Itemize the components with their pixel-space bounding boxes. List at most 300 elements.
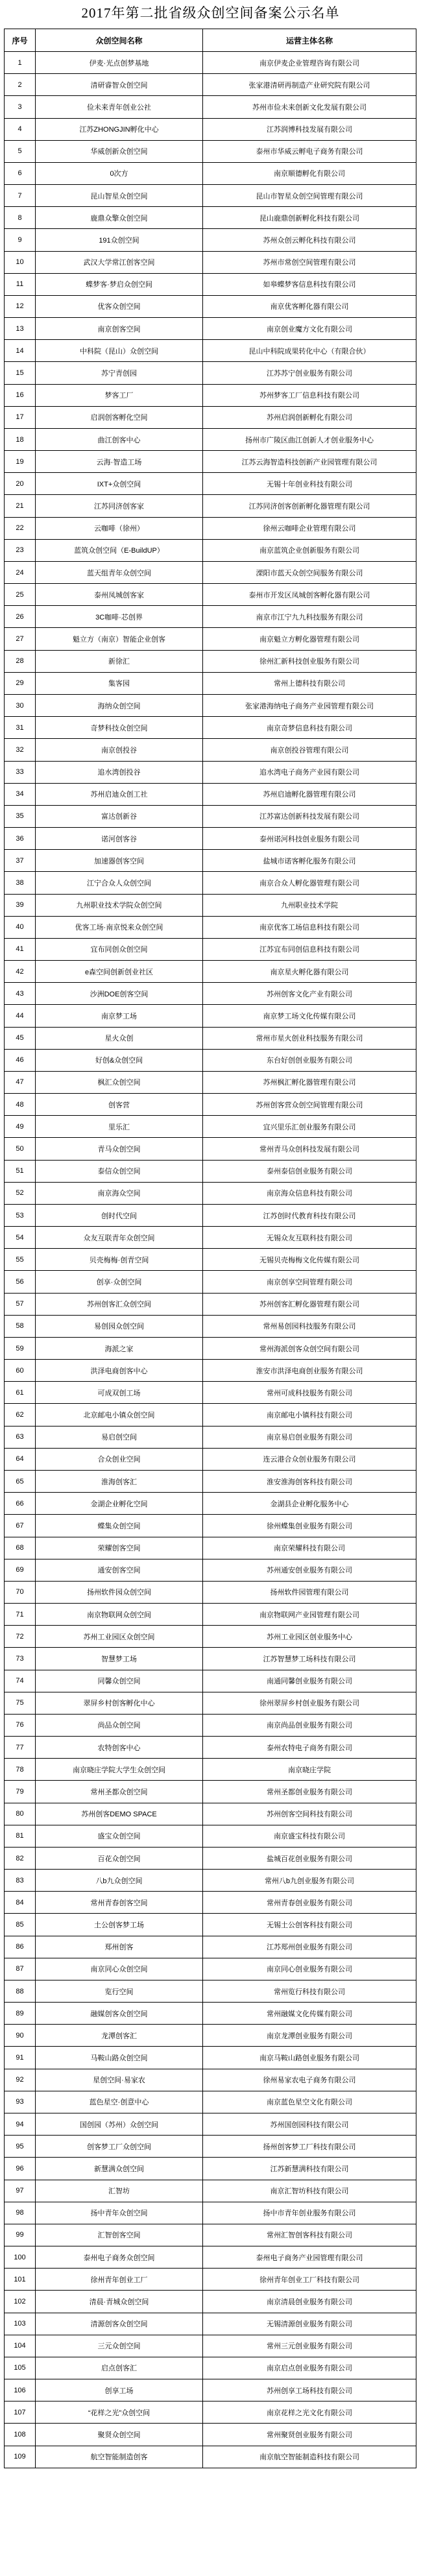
cell-space-name: IXT+众创空间 (36, 473, 203, 494)
cell-space-name: 伊麦·光点创梦基地 (36, 52, 203, 73)
cell-operator-name: 江苏智慧梦工场科技有限公司 (263, 1655, 356, 1663)
cell-operator-name: 徐州蝶集创业服务有限公司 (267, 1522, 352, 1530)
table-row (5, 938, 416, 960)
table-row (5, 583, 416, 605)
cell-serial-number: 102 (5, 2291, 36, 2312)
table-row (5, 650, 416, 672)
cell-serial-number: 103 (5, 2313, 36, 2335)
table-row (5, 450, 416, 472)
cell-operator-name: 南京清晨创业服务有限公司 (267, 2298, 352, 2306)
cell-serial-number: 14 (5, 340, 36, 361)
cell-operator-name: 追水湾电子商务产业园有限公司 (259, 769, 359, 777)
cell-operator-name: 常州聚贤创业服务有限公司 (267, 2431, 352, 2439)
table-row (5, 1403, 416, 1425)
cell-serial-number: 63 (5, 1426, 36, 1448)
cell-space-name: 创享工场 (36, 2379, 203, 2401)
cell-operator-name: 江苏富达创新科技发展有限公司 (259, 813, 359, 821)
cell-operator-name: 无锡十年创业科技有限公司 (267, 480, 352, 488)
cell-operator-name: 苏州枫汇孵化器管理有限公司 (263, 1079, 356, 1087)
cell-operator-name: 南京优客工场信息科技有限公司 (259, 924, 359, 932)
cell-space-name: 览行空间 (36, 1980, 203, 2002)
cell-operator-name: 南京伊麦企业管理咨询有限公司 (259, 59, 359, 67)
cell-operator-name: 常州汇智创客科技有限公司 (267, 2232, 352, 2240)
cell-operator-name: 南京启点创业服务有限公司 (267, 2365, 352, 2373)
cell-space-name: 加速器创客空间 (36, 850, 203, 871)
cell-operator-name: 徐州云咖啡企业管理有限公司 (263, 525, 356, 533)
table-row (5, 805, 416, 827)
cell-serial-number: 25 (5, 584, 36, 605)
cell-space-name: 启点创客汇 (36, 2357, 203, 2379)
cell-operator-name: 张家港清研再制造产业研究院有限公司 (248, 81, 370, 90)
cell-operator-name: 南京蓝筑企业创新服务有限公司 (259, 547, 359, 555)
cell-operator-name: 徐州青年创业工厂科技有限公司 (259, 2276, 359, 2284)
cell-operator-name: 如皋蝶梦客信息科技有限公司 (263, 281, 356, 289)
cell-serial-number: 109 (5, 2446, 36, 2468)
table-row (5, 1448, 416, 1470)
cell-serial-number: 30 (5, 695, 36, 716)
cell-space-name: 苏宁青创园 (36, 362, 203, 383)
cell-serial-number: 66 (5, 1493, 36, 1514)
table-row (5, 916, 416, 938)
cell-operator-name: 南京创业魔方文化有限公司 (267, 325, 352, 333)
cell-space-name: “花样之光”众创空间 (36, 2401, 203, 2423)
cell-serial-number: 97 (5, 2180, 36, 2202)
cell-operator-name: 常州览行科技有限公司 (274, 1988, 345, 1996)
header-serial-number: 序号 (5, 29, 36, 51)
cell-serial-number: 65 (5, 1471, 36, 1492)
table-row (5, 2401, 416, 2423)
cell-serial-number: 87 (5, 1958, 36, 1980)
cell-operator-name: 南京创享空间管理有限公司 (267, 1279, 352, 1287)
table-row (5, 849, 416, 871)
cell-serial-number: 93 (5, 2091, 36, 2113)
cell-space-name: 农特创客中心 (36, 1737, 203, 1758)
cell-serial-number: 40 (5, 917, 36, 938)
cell-operator-name: 无锡众友互联科技有限公司 (267, 1234, 352, 1242)
cell-serial-number: 83 (5, 1870, 36, 1891)
cell-serial-number: 76 (5, 1715, 36, 1736)
cell-space-name: 淮海创客汇 (36, 1471, 203, 1492)
cell-operator-name: 南京汇智坊科技有限公司 (270, 2187, 349, 2196)
cell-space-name: 郑州创客 (36, 1936, 203, 1958)
cell-space-name: 蝶梦客·梦启众创空间 (36, 274, 203, 295)
cell-space-name: 清源创客众创空间 (36, 2313, 203, 2335)
cell-space-name: 马鞍山路众创空间 (36, 2047, 203, 2068)
cell-serial-number: 56 (5, 1271, 36, 1292)
cell-space-name: 中科院（昆山）众创空间 (36, 340, 203, 361)
cell-operator-name: 苏州国创园科技有限公司 (270, 2121, 349, 2129)
cell-operator-name: 南京蓝色星空文化有限公司 (267, 2099, 352, 2107)
cell-operator-name: 苏州创客营众创空间管理有限公司 (256, 1101, 363, 1109)
cell-serial-number: 91 (5, 2047, 36, 2068)
table-row (5, 2313, 416, 2335)
table-row (5, 206, 416, 228)
cell-space-name: 191众创空间 (36, 229, 203, 250)
cell-operator-name: 苏州市常创空间管理有限公司 (263, 259, 356, 267)
cell-space-name: 可成双创工场 (36, 1382, 203, 1403)
cell-serial-number: 49 (5, 1116, 36, 1137)
cell-serial-number: 39 (5, 895, 36, 916)
cell-space-name: 星创空间·易家农 (36, 2069, 203, 2091)
table-row (5, 1559, 416, 1581)
cell-serial-number: 19 (5, 451, 36, 472)
cell-space-name: 集客园 (36, 673, 203, 694)
cell-operator-name: 苏州启迪孵化器管理有限公司 (263, 791, 356, 799)
cell-space-name: 创客营 (36, 1094, 203, 1115)
cell-serial-number: 42 (5, 961, 36, 982)
table-row (5, 1647, 416, 1669)
cell-serial-number: 78 (5, 1759, 36, 1780)
cell-serial-number: 5 (5, 141, 36, 162)
cell-operator-name: 扬州市广陵区曲江创新人才创业服务中心 (245, 436, 374, 444)
cell-operator-name: 南京航空智能制造科技有限公司 (259, 2453, 359, 2462)
cell-space-name: 海派之家 (36, 1338, 203, 1359)
table-row (5, 2069, 416, 2091)
table-row (5, 1049, 416, 1071)
cell-serial-number: 108 (5, 2424, 36, 2445)
cell-operator-name: 常州八b九创业服务有限公司 (264, 1877, 355, 1885)
cell-operator-name: 昆山鹿鼎创新孵化科技有限公司 (259, 214, 359, 223)
cell-serial-number: 86 (5, 1936, 36, 1958)
cell-serial-number: 34 (5, 784, 36, 805)
cell-operator-name: 南京晓庄学院 (288, 1766, 331, 1774)
table-row (5, 384, 416, 406)
cell-space-name: 武汉大学常江创客空间 (36, 252, 203, 273)
cell-space-name: 蝶集众创空间 (36, 1515, 203, 1536)
table-row (5, 1226, 416, 1248)
table-row (5, 2091, 416, 2113)
cell-space-name: 智慧梦工场 (36, 1648, 203, 1669)
cell-space-name: 龙潭创客汇 (36, 2025, 203, 2046)
cell-space-name: 启润创客孵化空间 (36, 407, 203, 428)
table-row (5, 894, 416, 916)
cell-space-name: 昆山智星众创空间 (36, 185, 203, 206)
cell-operator-name: 苏州创客空间科技有限公司 (267, 1811, 352, 1819)
cell-operator-name: 江苏云海智造科技创新产业园管理有限公司 (241, 458, 378, 466)
cell-operator-name: 无锡贝壳梅梅文化传媒有限公司 (259, 1256, 359, 1264)
table-row (5, 295, 416, 317)
cell-operator-name: 南京盛宝科技有限公司 (274, 1833, 345, 1841)
table-row (5, 2446, 416, 2468)
cell-space-name: 青马众创空间 (36, 1138, 203, 1159)
cell-operator-name: 盐城百花创业服务有限公司 (267, 1855, 352, 1863)
table-row (5, 2180, 416, 2202)
cell-serial-number: 28 (5, 651, 36, 672)
cell-serial-number: 16 (5, 385, 36, 406)
cell-space-name: 易启创空间 (36, 1426, 203, 1448)
cell-operator-name: 江苏郑州创业服务有限公司 (267, 1944, 352, 1952)
cell-serial-number: 77 (5, 1737, 36, 1758)
table-row (5, 1913, 416, 1935)
cell-space-name: 常州圣都众创空间 (36, 1781, 203, 1802)
cell-operator-name: 徐州翠屏乡村创业服务有限公司 (259, 1700, 359, 1708)
table-row (5, 2002, 416, 2024)
cell-operator-name: 扬州创客梦工厂科技有限公司 (263, 2143, 356, 2151)
cell-space-name: 创享·众创空间 (36, 1271, 203, 1292)
cell-serial-number: 69 (5, 1559, 36, 1581)
table-row (5, 1337, 416, 1359)
cell-space-name: 盛宝众创空间 (36, 1825, 203, 1847)
cell-operator-name: 南京奇梦信息科技有限公司 (267, 724, 352, 732)
cell-serial-number: 96 (5, 2158, 36, 2179)
cell-space-name: 百花众创空间 (36, 1848, 203, 1869)
cell-operator-name: 宜兴里乐汇创业服务有限公司 (263, 1123, 356, 1131)
table-row (5, 1182, 416, 1204)
cell-serial-number: 105 (5, 2357, 36, 2379)
cell-serial-number: 89 (5, 2003, 36, 2024)
table-row (5, 1692, 416, 1714)
cell-operator-name: 南京海众信息科技有限公司 (267, 1190, 352, 1198)
cell-space-name: 徐州青年创业工厂 (36, 2269, 203, 2290)
table-row (5, 1359, 416, 1381)
cell-serial-number: 88 (5, 1980, 36, 2002)
cell-operator-name: 泰州泰信创业服务有限公司 (267, 1168, 352, 1176)
cell-space-name: 魁立方（南京）智能企业创客 (36, 628, 203, 649)
cell-space-name: 易创园众创空间 (36, 1316, 203, 1337)
table-row (5, 406, 416, 428)
cell-serial-number: 48 (5, 1094, 36, 1115)
cell-space-name: 好创&众创空间 (36, 1050, 203, 1071)
cell-operator-name: 徐州汇新科技创业服务有限公司 (259, 658, 359, 666)
cell-serial-number: 101 (5, 2269, 36, 2290)
cell-space-name: 苏州创客汇众创空间 (36, 1294, 203, 1315)
table-row (5, 1670, 416, 1692)
table-row (5, 2135, 416, 2157)
table-row (5, 140, 416, 162)
cell-operator-name: 江苏润博科技发展有限公司 (267, 126, 352, 134)
cell-space-name: 泰信众创空间 (36, 1161, 203, 1182)
cell-space-name: 常州青春创客空间 (36, 1892, 203, 1913)
table-row (5, 1204, 416, 1226)
cell-operator-name: 连云港合众创业服务有限公司 (263, 1456, 356, 1464)
cell-operator-name: 金湖县企业孵化服务中心 (270, 1500, 349, 1508)
cell-space-name: 创客梦工厂众创空间 (36, 2136, 203, 2157)
cell-serial-number: 59 (5, 1338, 36, 1359)
cell-operator-name: 苏州市俭未来创新文化发展有限公司 (252, 103, 367, 112)
cell-space-name: 云海·智造工场 (36, 451, 203, 472)
cell-operator-name: 常州海派创客众创空间有限公司 (259, 1345, 359, 1353)
table-row (5, 2423, 416, 2445)
table-row (5, 672, 416, 694)
table-row (5, 539, 416, 561)
table-row (5, 1381, 416, 1403)
table-row (5, 1958, 416, 1980)
table-row (5, 2046, 416, 2068)
cell-serial-number: 37 (5, 850, 36, 871)
cell-serial-number: 31 (5, 717, 36, 738)
table-row (5, 494, 416, 516)
cell-serial-number: 92 (5, 2069, 36, 2091)
cell-serial-number: 64 (5, 1449, 36, 1470)
table-row (5, 1004, 416, 1026)
cell-operator-name: 南京龙潭创业服务有限公司 (267, 2032, 352, 2040)
cell-serial-number: 41 (5, 939, 36, 960)
cell-space-name: 宜布同创众创空间 (36, 939, 203, 960)
table-row (5, 605, 416, 627)
table-row (5, 361, 416, 383)
table-row (5, 1027, 416, 1049)
cell-space-name: 泰州电子商务众创空间 (36, 2246, 203, 2268)
table-row (5, 982, 416, 1004)
cell-space-name: 江苏ZHONGJIN孵化中心 (36, 119, 203, 140)
cell-space-name: 华威创新众创空间 (36, 141, 203, 162)
cell-operator-name: 南京合众人孵化器管理有限公司 (259, 879, 359, 887)
cell-operator-name: 常州上德科技有限公司 (274, 680, 345, 688)
table-row (5, 1115, 416, 1137)
cell-operator-name: 常州易创园科技服务有限公司 (263, 1323, 356, 1331)
cell-operator-name: 溧阳市蓝天众创空间服务有限公司 (256, 569, 363, 577)
cell-serial-number: 72 (5, 1626, 36, 1647)
table-row (5, 251, 416, 273)
table-row (5, 2290, 416, 2312)
cell-operator-name: 昆山市智星众创空间管理有限公司 (256, 192, 363, 200)
cell-serial-number: 53 (5, 1205, 36, 1226)
cell-operator-name: 南京花样之光文化有限公司 (267, 2409, 352, 2417)
cell-serial-number: 36 (5, 828, 36, 849)
cell-operator-name: 泰州诺河科技创业服务有限公司 (259, 835, 359, 843)
cell-operator-name: 南京尚品创业服务有限公司 (267, 1722, 352, 1730)
table-row (5, 51, 416, 73)
cell-operator-name: 南京魁立方孵化器管理有限公司 (259, 636, 359, 644)
table-row (5, 1736, 416, 1758)
cell-space-name: 优客众创空间 (36, 296, 203, 317)
cell-operator-name: 江苏苏宁创业服务有限公司 (267, 369, 352, 378)
filing-list-table (4, 29, 416, 2468)
table-row (5, 761, 416, 783)
table-row (5, 2246, 416, 2268)
table-row (5, 871, 416, 893)
cell-operator-name: 南京同心创业服务有限公司 (267, 1966, 352, 1974)
cell-serial-number: 10 (5, 252, 36, 273)
cell-operator-name: 南京易启创业服务有限公司 (267, 1434, 352, 1442)
cell-operator-name: 南京邮电小镇科技有限公司 (267, 1412, 352, 1420)
cell-space-name: 聚贤众创空间 (36, 2424, 203, 2445)
cell-space-name: 3C咖啡·芯创界 (36, 606, 203, 627)
cell-serial-number: 44 (5, 1005, 36, 1026)
cell-serial-number: 79 (5, 1781, 36, 1802)
cell-space-name: 蓝天组青年众创空间 (36, 562, 203, 583)
cell-space-name: e森空间创新创业社区 (36, 961, 203, 982)
cell-serial-number: 54 (5, 1227, 36, 1248)
table-row (5, 1470, 416, 1492)
cell-space-name: 0次方 (36, 163, 203, 184)
cell-space-name: 汇智坊 (36, 2180, 203, 2202)
cell-serial-number: 45 (5, 1028, 36, 1049)
table-row (5, 73, 416, 95)
cell-serial-number: 29 (5, 673, 36, 694)
cell-serial-number: 51 (5, 1161, 36, 1182)
cell-operator-name: 南通同馨创业服务有限公司 (267, 1678, 352, 1686)
cell-space-name: 扬中青年众创空间 (36, 2202, 203, 2224)
table-row (5, 1847, 416, 1869)
cell-operator-name: 扬州软件园管理有限公司 (270, 1589, 349, 1597)
table-row (5, 1492, 416, 1514)
header-operator-name: 运营主体名称 (285, 36, 333, 45)
cell-serial-number: 47 (5, 1072, 36, 1093)
table-row (5, 1603, 416, 1625)
cell-operator-name: 南京物联网产业园管理有限公司 (259, 1611, 359, 1619)
cell-operator-name: 苏州通安创业服务有限公司 (267, 1567, 352, 1575)
cell-space-name: 追水湾创投谷 (36, 762, 203, 783)
cell-serial-number: 70 (5, 1582, 36, 1603)
cell-operator-name: 泰州电子商务产业园管理有限公司 (256, 2254, 363, 2262)
cell-serial-number: 107 (5, 2401, 36, 2423)
cell-space-name: 南京晓庄学院大学生众创空间 (36, 1759, 203, 1780)
cell-operator-name: 江苏宜布同创信息科技有限公司 (259, 946, 359, 954)
cell-serial-number: 82 (5, 1848, 36, 1869)
cell-serial-number: 60 (5, 1360, 36, 1381)
document-title: 2017年第二批省级众创空间备案公示名单 (81, 5, 340, 21)
table-header-row (5, 29, 416, 51)
cell-space-name: 海纳众创空间 (36, 695, 203, 716)
cell-operator-name: 苏州众创云孵化科技有限公司 (263, 236, 356, 245)
cell-serial-number: 22 (5, 518, 36, 539)
table-row (5, 1758, 416, 1780)
table-row (5, 2357, 416, 2379)
cell-operator-name: 泰州市华威云孵电子商务有限公司 (256, 148, 363, 156)
cell-operator-name: 江苏新慧满科技有限公司 (270, 2165, 349, 2173)
cell-space-name: 南京创客空间 (36, 318, 203, 339)
cell-space-name: 八b九众创空间 (36, 1870, 203, 1891)
table-row (5, 1714, 416, 1736)
table-row (5, 118, 416, 140)
cell-serial-number: 38 (5, 872, 36, 893)
table-row (5, 2202, 416, 2224)
cell-serial-number: 52 (5, 1183, 36, 1204)
cell-serial-number: 106 (5, 2379, 36, 2401)
cell-operator-name: 淮安市洪泽电商创业服务有限公司 (256, 1367, 363, 1375)
table-row (5, 1825, 416, 1847)
table-row (5, 827, 416, 849)
cell-space-name: 尚品众创空间 (36, 1715, 203, 1736)
cell-operator-name: 常州市星火创业科技服务有限公司 (256, 1035, 363, 1043)
cell-space-name: 江苏同济创客家 (36, 495, 203, 516)
cell-serial-number: 9 (5, 229, 36, 250)
cell-serial-number: 99 (5, 2224, 36, 2246)
cell-serial-number: 55 (5, 1249, 36, 1270)
cell-operator-name: 盐城市诺客孵化服务有限公司 (263, 857, 356, 865)
cell-space-name: 南京物联网众创空间 (36, 1604, 203, 1625)
table-row (5, 1537, 416, 1559)
table-row (5, 960, 416, 982)
table-row (5, 2379, 416, 2401)
cell-serial-number: 8 (5, 207, 36, 228)
cell-serial-number: 104 (5, 2335, 36, 2357)
cell-serial-number: 75 (5, 1692, 36, 1714)
cell-space-name: 诺河创客谷 (36, 828, 203, 849)
cell-serial-number: 21 (5, 495, 36, 516)
cell-operator-name: 泰州市开发区凤城创客孵化器有限公司 (248, 591, 370, 599)
table-row (5, 1270, 416, 1292)
cell-space-name: 富达创新谷 (36, 806, 203, 827)
table-row (5, 738, 416, 760)
cell-space-name: 汇智创客空间 (36, 2224, 203, 2246)
cell-serial-number: 73 (5, 1648, 36, 1669)
table-row (5, 716, 416, 738)
cell-space-name: 里乐汇 (36, 1116, 203, 1137)
cell-space-name: 金湖企业孵化空间 (36, 1493, 203, 1514)
cell-space-name: 星火众创 (36, 1028, 203, 1049)
cell-operator-name: 常州圣都创业服务有限公司 (267, 1788, 352, 1796)
cell-space-name: 沙洲DOE创客空间 (36, 983, 203, 1004)
cell-operator-name: 苏州梦客工厂信息科技有限公司 (259, 392, 359, 400)
cell-serial-number: 81 (5, 1825, 36, 1847)
cell-space-name: 梦客工厂 (36, 385, 203, 406)
cell-space-name: 云咖啡（徐州） (36, 518, 203, 539)
cell-space-name: 土公创客梦工场 (36, 1914, 203, 1935)
cell-space-name: 贝壳梅梅·创青空间 (36, 1249, 203, 1270)
cell-operator-name: 昆山中科院成果转化中心（有限合伙） (248, 347, 370, 355)
